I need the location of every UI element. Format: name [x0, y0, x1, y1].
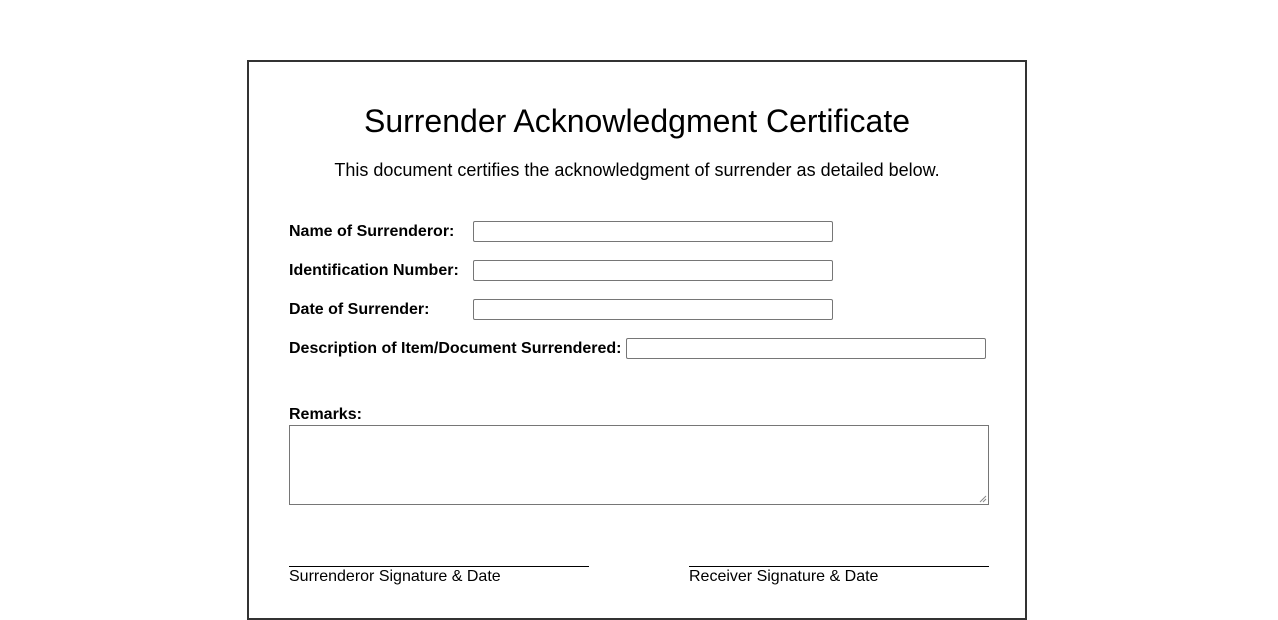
identification-number-label: Identification Number:: [289, 262, 459, 279]
identification-number-input[interactable]: [473, 260, 833, 281]
certificate: [247, 60, 1027, 620]
field-row-id: [289, 260, 459, 282]
certificate-subtitle: This document certifies the acknowledgment of surrender as detailed below.: [334, 160, 940, 180]
name-of-surrenderor-input[interactable]: [473, 221, 833, 242]
surrenderor-signature-line: [289, 566, 589, 567]
field-row-date: [289, 299, 429, 321]
receiver-signature-line: [689, 566, 989, 567]
surrenderor-signature-label: Surrenderor Signature & Date: [289, 568, 501, 585]
remarks-textarea[interactable]: [289, 425, 989, 505]
field-row-description: [289, 338, 622, 360]
field-row-name: [289, 221, 454, 243]
name-of-surrenderor-label: Name of Surrenderor:: [289, 223, 455, 240]
certificate-title: Surrender Acknowledgment Certificate: [363, 103, 911, 139]
description-label: Description of Item/Document Surrendered:: [289, 340, 622, 357]
resize-grip-icon[interactable]: [979, 495, 987, 503]
receiver-signature-label: Receiver Signature & Date: [689, 568, 879, 585]
receiver-signature-block: [689, 566, 989, 586]
remarks-label: Remarks:: [289, 406, 362, 423]
description-input[interactable]: [626, 338, 986, 359]
date-of-surrender-input[interactable]: [473, 299, 833, 320]
surrenderor-signature-block: [289, 566, 589, 586]
date-of-surrender-label: Date of Surrender:: [289, 301, 430, 318]
